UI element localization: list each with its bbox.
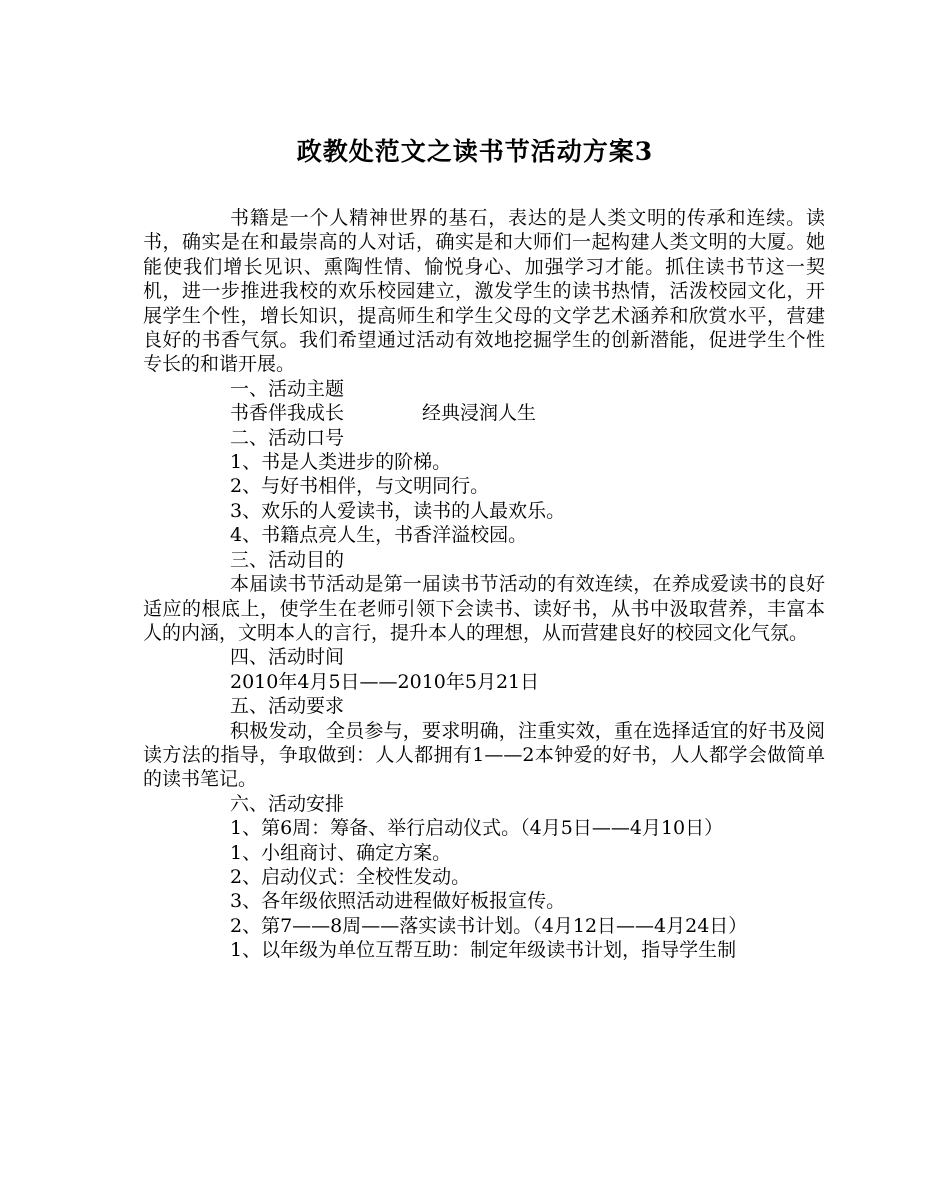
schedule-phase-2: 2、第7——8周——落实读书计划。（4月12日——4月24日）	[230, 914, 748, 937]
theme-part-a: 书香伴我成长	[230, 402, 345, 425]
phase-2-item: 1、以年级为单位互帮互助：制定年级读书计划，指导学生制	[230, 939, 737, 962]
schedule-phase-1: 1、第6周：筹备、举行启动仪式。（4月5日——4月10日）	[230, 817, 724, 840]
section-1-theme	[143, 401, 825, 425]
document-title: 政教处范文之读书节活动方案3	[296, 137, 654, 166]
section-5-heading: 五、活动要求	[230, 695, 345, 718]
theme-part-b: 经典浸润人生	[422, 402, 537, 425]
slogan-item: 3、欢乐的人爱读书，读书的人最欢乐。	[230, 499, 566, 522]
intro-paragraph: 书籍是一个人精神世界的基石，表达的是人类文明的传承和连续。读书，确实是在和最崇高的人对话，确实是和大师们一起构建人类文明的大厦。她能使我们增长见识、熏陶性情、愉悦身心、加强学习才能。抓住读书节这一契机，进一步推进我校的欢乐校园建立，激发学生的读书热情，活泼校园文化，开展学生个性，增长知识，提高师生和学生父母的文学艺术涵养和欣赏水平，营建良好的书香气氛。我们希望通过活动有效地挖掘学生的创新潜能，促进学生个性专长的和谐开展。	[143, 207, 825, 376]
section-4-heading: 四、活动时间	[230, 646, 345, 669]
section-6-heading: 六、活动安排	[230, 792, 345, 815]
phase-1-item: 3、各年级依照活动进程做好板报宣传。	[230, 890, 566, 913]
section-2-heading: 二、活动口号	[230, 426, 345, 449]
section-3-heading: 三、活动目的	[230, 548, 345, 571]
section-5-paragraph: 积极发动，全员参与，要求明确，注重实效，重在选择适宜的好书及阅读方法的指导，争取做到：人人都拥有1——2本钟爱的好书，人人都学会做简单的读书笔记。	[143, 719, 825, 791]
section-4-dates: 2010年4月5日——2010年5月21日	[230, 670, 540, 693]
phase-1-item: 2、启动仪式：全校性发动。	[230, 865, 471, 888]
slogan-item: 4、书籍点亮人生，书香洋溢校园。	[230, 524, 528, 547]
section-1-heading: 一、活动主题	[230, 377, 345, 400]
section-3-paragraph: 本届读书节活动是第一届读书节活动的有效连续，在养成爱读书的良好适应的根底上，使学生在老师引领下会读书、读好书，从书中汲取营养，丰富本人的内涵，文明本人的言行，提升本人的理想，从而营建良好的校园文化气氛。	[143, 573, 825, 644]
document-body	[143, 206, 825, 963]
slogan-item: 1、书是人类进步的阶梯。	[230, 451, 452, 474]
slogan-item: 2、与好书相伴，与文明同行。	[230, 475, 490, 498]
phase-1-item: 1、小组商讨、确定方案。	[230, 841, 452, 864]
